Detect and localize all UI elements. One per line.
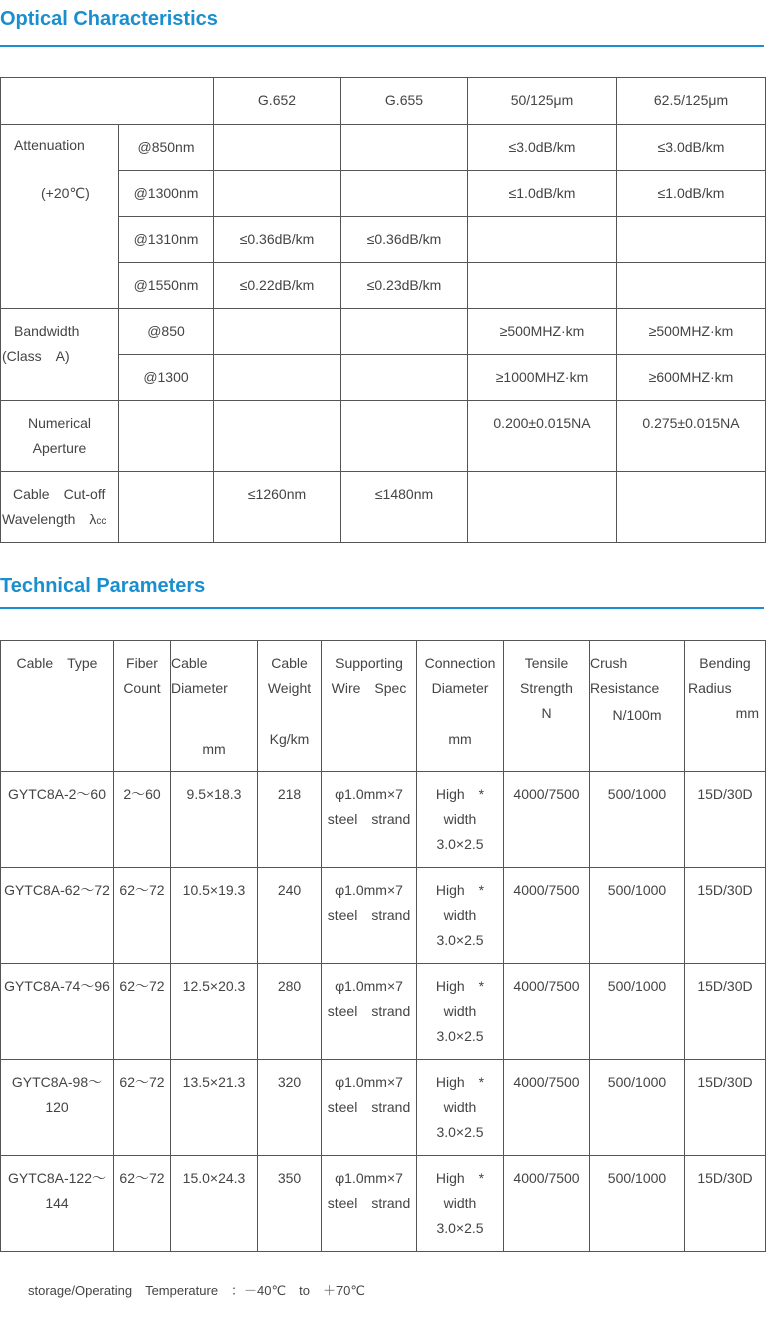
cell-bending-radius: 15D/30D (685, 1060, 766, 1156)
cell-cable-type: GYTC8A-122～ 144 (1, 1156, 114, 1252)
cell-fiber-count: 62～72 (114, 1156, 171, 1252)
cell-supporting-wire: φ1.0mm×7 steel strand (322, 964, 417, 1060)
optical-value (468, 472, 617, 543)
cell-connection-diameter: High * width 3.0×2.5 (417, 1156, 504, 1252)
cutoff-wavelength-label: Cable Cut-off Wavelength λcc (1, 472, 119, 543)
optical-value: ≤1.0dB/km (468, 171, 617, 217)
optical-value (214, 125, 341, 171)
cell-cable-type: GYTC8A-74～96 (1, 964, 114, 1060)
bandwidth-class: (Class A) (2, 348, 70, 364)
cell-cable-type: GYTC8A-2～60 (1, 772, 114, 868)
cell-supporting-wire: φ1.0mm×7 steel strand (322, 1060, 417, 1156)
optical-value (341, 401, 468, 472)
cell-bending-radius: 15D/30D (685, 772, 766, 868)
table-row (1, 868, 766, 964)
optical-value (341, 355, 468, 401)
bandwidth-label: Bandwidth (14, 323, 80, 339)
optical-value (214, 401, 341, 472)
optical-value: ≥1000MHZ·km (468, 355, 617, 401)
optical-wavelength: @1300nm (119, 171, 214, 217)
optical-value: ≤0.36dB/km (214, 217, 341, 263)
optical-value (468, 217, 617, 263)
optical-wavelength: @1550nm (119, 263, 214, 309)
optical-value (214, 171, 341, 217)
cell-supporting-wire: φ1.0mm×7 steel strand (322, 868, 417, 964)
optical-value: 0.200±0.015NA (468, 401, 617, 472)
cell-crush-resistance: 500/1000 (590, 1156, 685, 1252)
optical-value: ≥600MHZ·km (617, 355, 766, 401)
cell-cable-diameter: 13.5×21.3 (171, 1060, 258, 1156)
cell-cable-type: GYTC8A-62～72 (1, 868, 114, 964)
optical-value: ≤1260nm (214, 472, 341, 543)
optical-header-62: 62.5/125μm (617, 78, 766, 125)
optical-value: ≥500MHZ·km (617, 309, 766, 355)
optical-value (214, 309, 341, 355)
optical-value: ≤1.0dB/km (617, 171, 766, 217)
cell-cable-type: GYTC8A-98～ 120 (1, 1060, 114, 1156)
cell-tensile-strength: 4000/7500 (504, 1156, 590, 1252)
cell-crush-resistance: 500/1000 (590, 964, 685, 1060)
cell-fiber-count: 62～72 (114, 964, 171, 1060)
cell-supporting-wire: φ1.0mm×7 steel strand (322, 1156, 417, 1252)
cell-cable-weight: 240 (258, 868, 322, 964)
optical-value: ≤0.22dB/km (214, 263, 341, 309)
optical-value (617, 263, 766, 309)
optical-wavelength: @1310nm (119, 217, 214, 263)
cell-cable-diameter: 12.5×20.3 (171, 964, 258, 1060)
header-fiber-count: Fiber Count (114, 641, 171, 772)
cell-cable-weight: 350 (258, 1156, 322, 1252)
optical-wavelength: @850nm (119, 125, 214, 171)
attenuation-label: Attenuation (14, 137, 85, 153)
operating-temperature-note: storage/Operating Temperature ：－40℃ to ＋70℃ (28, 1283, 366, 1298)
bandwidth-label-cell (1, 309, 119, 401)
cell-tensile-strength: 4000/7500 (504, 964, 590, 1060)
optical-header-g652: G.652 (214, 78, 341, 125)
technical-table (0, 640, 766, 1252)
cell-connection-diameter: High * width 3.0×2.5 (417, 772, 504, 868)
attenuation-temp: (+20℃) (41, 185, 90, 201)
attenuation-label-cell (1, 125, 119, 309)
cell-bending-radius: 15D/30D (685, 868, 766, 964)
optical-wavelength: @1300 (119, 355, 214, 401)
cell-supporting-wire: φ1.0mm×7 steel strand (322, 772, 417, 868)
cell-cable-weight: 320 (258, 1060, 322, 1156)
optical-value (214, 355, 341, 401)
optical-title-rule (0, 45, 764, 47)
cell-tensile-strength: 4000/7500 (504, 868, 590, 964)
cell-tensile-strength: 4000/7500 (504, 772, 590, 868)
cell-fiber-count: 62～72 (114, 1060, 171, 1156)
cell-bending-radius: 15D/30D (685, 1156, 766, 1252)
header-bending-radius: Bending Radius mm (685, 641, 766, 772)
header-connection-diameter: Connection Diameter mm (417, 641, 504, 772)
cell-cable-weight: 280 (258, 964, 322, 1060)
optical-value: ≤1480nm (341, 472, 468, 543)
optical-value: ≤0.23dB/km (341, 263, 468, 309)
cell-bending-radius: 15D/30D (685, 964, 766, 1060)
cell-crush-resistance: 500/1000 (590, 772, 685, 868)
header-cable-weight: Cable Weight Kg/km (258, 641, 322, 772)
optical-empty (119, 472, 214, 543)
cell-cable-weight: 218 (258, 772, 322, 868)
optical-value: ≤0.36dB/km (341, 217, 468, 263)
cell-connection-diameter: High * width 3.0×2.5 (417, 1060, 504, 1156)
optical-value: 0.275±0.015NA (617, 401, 766, 472)
cell-connection-diameter: High * width 3.0×2.5 (417, 964, 504, 1060)
optical-value (617, 217, 766, 263)
header-cable-type: Cable Type (1, 641, 114, 772)
cell-fiber-count: 62～72 (114, 868, 171, 964)
optical-value (468, 263, 617, 309)
optical-wavelength: @850 (119, 309, 214, 355)
optical-header-blank (1, 78, 214, 125)
table-row (1, 964, 766, 1060)
table-row (1, 1156, 766, 1252)
optical-value: ≤3.0dB/km (617, 125, 766, 171)
header-supporting-wire: Supporting Wire Spec (322, 641, 417, 772)
header-cable-diameter: Cable Diameter mm (171, 641, 258, 772)
optical-value (341, 309, 468, 355)
cell-crush-resistance: 500/1000 (590, 868, 685, 964)
optical-value (617, 472, 766, 543)
optical-empty (119, 401, 214, 472)
optical-value: ≥500MHZ·km (468, 309, 617, 355)
table-row (1, 1060, 766, 1156)
cell-tensile-strength: 4000/7500 (504, 1060, 590, 1156)
technical-title: Technical Parameters (0, 575, 206, 597)
cell-cable-diameter: 15.0×24.3 (171, 1156, 258, 1252)
table-row (1, 772, 766, 868)
cell-crush-resistance: 500/1000 (590, 1060, 685, 1156)
optical-header-50: 50/125μm (468, 78, 617, 125)
optical-value: ≤3.0dB/km (468, 125, 617, 171)
cell-cable-diameter: 10.5×19.3 (171, 868, 258, 964)
cell-connection-diameter: High * width 3.0×2.5 (417, 868, 504, 964)
numerical-aperture-label: Numerical Aperture (1, 401, 119, 472)
optical-value (341, 125, 468, 171)
cell-fiber-count: 2～60 (114, 772, 171, 868)
optical-value (341, 171, 468, 217)
optical-table (0, 77, 766, 543)
technical-title-rule (0, 607, 764, 609)
header-crush-resistance: Crush Resistance N/100m (590, 641, 685, 772)
header-tensile-strength: Tensile Strength N (504, 641, 590, 772)
optical-title: Optical Characteristics (0, 8, 218, 30)
cell-cable-diameter: 9.5×18.3 (171, 772, 258, 868)
optical-header-g655: G.655 (341, 78, 468, 125)
